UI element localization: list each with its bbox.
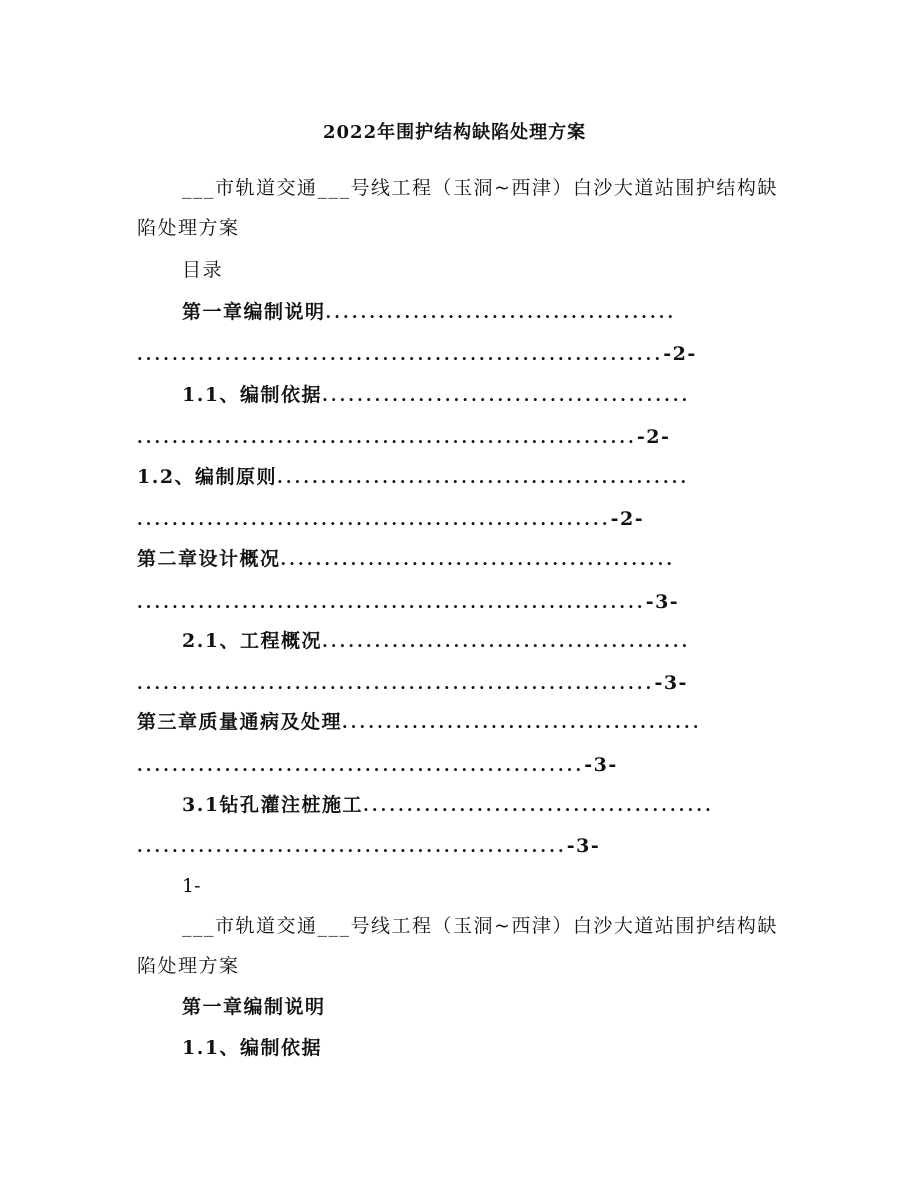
toc-leader-dots: .......................................... [322, 632, 691, 651]
toc-entry-label: 1.2、编制原则 [137, 466, 278, 488]
toc-entry[interactable] [137, 464, 689, 491]
toc-leader-dots: ............................................. [280, 550, 676, 569]
toc-entry[interactable] [182, 792, 714, 819]
toc-entry[interactable] [182, 299, 676, 326]
toc-entry[interactable] [137, 709, 702, 736]
chapter-1-heading: 第一章编制说明 [182, 996, 326, 1018]
toc-leader-dots: ........................................................... [137, 674, 655, 693]
toc-entry-continuation [137, 833, 600, 860]
toc-leader-dots: .......................................................... [137, 593, 646, 612]
toc-entry-continuation [137, 506, 644, 533]
page-number: 1- [182, 875, 201, 897]
toc-entry-label: 第三章质量通病及处理 [137, 711, 343, 733]
toc-leader-dots: ................................................. [137, 837, 567, 856]
toc-entry[interactable] [182, 628, 690, 655]
toc-leader-dots: ...................................................... [137, 510, 611, 529]
toc-entry-page: -3- [654, 672, 688, 694]
toc-entry-page: -3- [566, 835, 601, 857]
project-name-line-1: ___市轨道交通___号线工程（玉洞~西津）白沙大道站围护结构缺 [182, 177, 778, 199]
toc-entry-page: -2- [636, 426, 671, 448]
toc-entry-continuation [137, 670, 688, 697]
toc-leader-dots: ............................................................ [137, 345, 664, 364]
toc-entry-label: 1.1、编制依据 [182, 384, 323, 406]
toc-leader-dots: ............................................... [277, 468, 690, 487]
toc-entry-continuation [137, 589, 679, 616]
document-title: 2022年围护结构缺陷处理方案 [323, 122, 587, 143]
toc-leader-dots: .......................................... [322, 386, 691, 405]
toc-entry[interactable] [182, 382, 690, 409]
toc-entry-continuation [137, 341, 697, 368]
toc-entry-continuation [137, 424, 670, 451]
toc-heading: 目录 [182, 259, 224, 281]
toc-entry-page: -2- [663, 343, 697, 365]
toc-entry-label: 第一章编制说明 [182, 301, 326, 323]
project-name-line-2: 陷处理方案 [137, 217, 240, 239]
toc-entry[interactable] [137, 546, 675, 573]
toc-entry-label: 3.1钻孔灌注桩施工 [182, 794, 364, 816]
project-name-line-2-repeat: 陷处理方案 [137, 955, 240, 977]
toc-leader-dots: ........................................ [363, 796, 714, 815]
toc-leader-dots: ................................................... [137, 756, 585, 775]
toc-entry-label: 第二章设计概况 [137, 548, 281, 570]
toc-leader-dots: ......................................... [342, 713, 702, 732]
toc-entry-label: 2.1、工程概况 [182, 630, 323, 652]
toc-entry-page: -3- [645, 591, 680, 613]
toc-leader-dots: ......................................................... [137, 428, 637, 447]
toc-entry-continuation [137, 752, 618, 779]
section-1-1-heading: 1.1、编制依据 [182, 1037, 323, 1059]
toc-leader-dots: ........................................ [325, 303, 677, 322]
toc-entry-page: -3- [584, 754, 618, 776]
project-name-line-1-repeat: ___市轨道交通___号线工程（玉洞~西津）白沙大道站围护结构缺 [182, 915, 778, 937]
toc-entry-page: -2- [610, 508, 645, 530]
